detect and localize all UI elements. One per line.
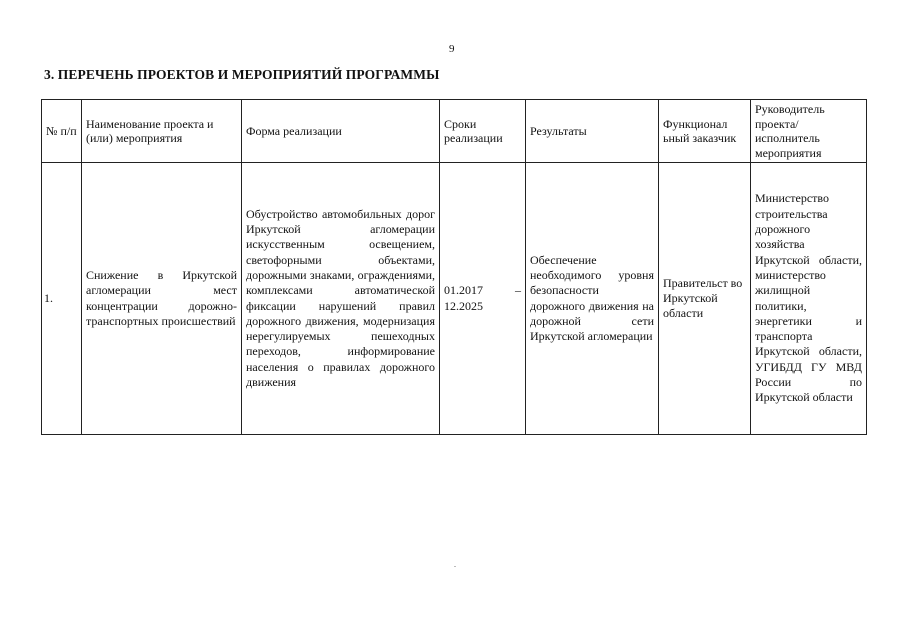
row-results: Обеспечение необходимого уровня безопасности дорожного движения на дорожной сети Иркутской агломерации — [526, 163, 659, 435]
row-name: Снижение в Иркутской агломерации мест концентрации дорожно-транспортных происшествий — [82, 163, 242, 435]
projects-table — [41, 99, 867, 435]
table-row — [42, 163, 867, 435]
header-results: Результаты — [526, 100, 659, 163]
table-header-row — [42, 100, 867, 163]
row-period: 01.2017 – 12.2025 — [440, 163, 526, 435]
header-form: Форма реализации — [242, 100, 440, 163]
header-executor: Руководитель проекта/ исполнитель мероприятия — [751, 100, 867, 163]
header-number: № п/п — [42, 100, 82, 163]
header-name: Наименование проекта и (или) мероприятия — [82, 100, 242, 163]
row-customer: Правительст во Иркутской области — [659, 163, 751, 435]
row-form: Обустройство автомобильных дорог Иркутской агломерации искусственным освещением, светофорными объектами, дорожными знаками, ограждениями, комплексами автоматической фиксации нарушений правил дорожного движения, модернизация нерегулируемых пешеходных переходов, информирование населения о правилах дорожного движения — [242, 163, 440, 435]
row-number: 1. — [42, 163, 82, 435]
header-period: Сроки реализации — [440, 100, 526, 163]
header-customer: Функционал ьный заказчик — [659, 100, 751, 163]
scan-speck — [454, 566, 456, 567]
page-number: 9 — [449, 43, 455, 55]
row-executor: Министерство строительства дорожного хозяйства Иркутской области, министерство жилищной политики, энергетики и транспорта Иркутской области, УГИБДД ГУ МВД России по Иркутской области — [751, 163, 867, 435]
section-title: 3. ПЕРЕЧЕНЬ ПРОЕКТОВ И МЕРОПРИЯТИЙ ПРОГРАММЫ — [44, 67, 440, 82]
